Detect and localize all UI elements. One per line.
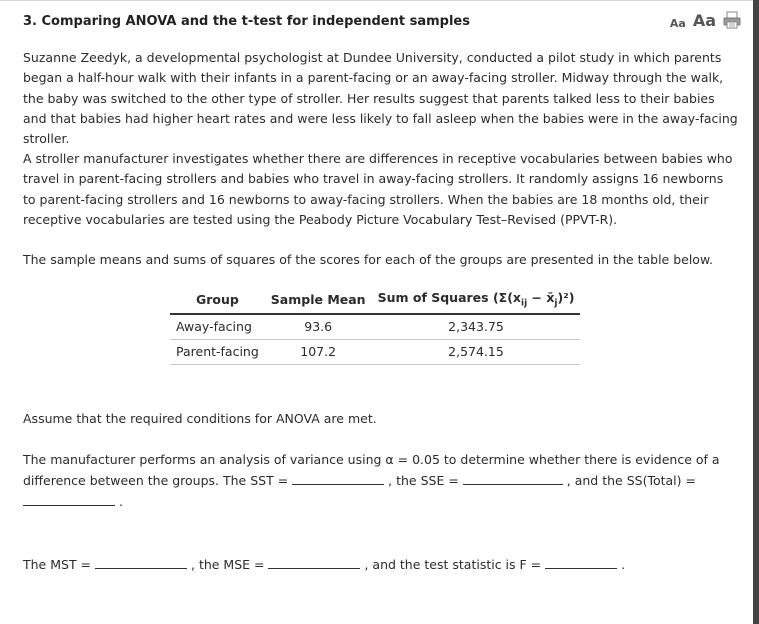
print-icon[interactable] (723, 11, 741, 29)
table-row (170, 314, 580, 340)
decrease-font-button[interactable]: Aa (669, 17, 686, 30)
mean-cell: 107.2 (265, 339, 372, 364)
question-line-4 (23, 554, 625, 575)
period: . (118, 494, 123, 509)
ss-total-label: , and the SS(Total) = (566, 473, 696, 488)
question-line-2 (23, 470, 696, 491)
table-row (170, 339, 580, 364)
f-stat-label: , and the test statistic is F = (364, 557, 542, 572)
header-divider (0, 0, 753, 1)
study-paragraph: A stroller manufacturer investigates whether there are differences in receptive vocabularies between babies who travel in parent-facing strollers and babies who travel in away-facing strollers. It randomly assigns 16 newborns to parent-facing strollers and 16 newborns to away-facing strollers. When the babies are 18 months old, their receptive vocabularies are tested using the Peabody Picture Vocabulary Test–Revised (PPVT-R). (23, 151, 733, 227)
ss-total-answer-blank[interactable] (23, 491, 115, 506)
ss-cell: 2,574.15 (372, 339, 581, 364)
group-cell: Away-facing (170, 314, 265, 340)
question-line-1: The manufacturer performs an analysis of variance using α = 0.05 to determine whether there is evidence of a (23, 452, 720, 467)
mean-cell: 93.6 (265, 314, 372, 340)
sst-answer-blank[interactable] (292, 470, 384, 485)
sse-label: , the SSE = (388, 473, 459, 488)
question-line-3 (23, 491, 123, 512)
group-cell: Parent-facing (170, 339, 265, 364)
mst-answer-blank[interactable] (95, 554, 187, 569)
mst-label: The MST = (23, 557, 92, 572)
period: . (621, 557, 626, 572)
ss-cell: 2,343.75 (372, 314, 581, 340)
table-intro-paragraph: The sample means and sums of squares of the scores for each of the groups are presented in the table below. (23, 252, 714, 267)
assumption-paragraph: Assume that the required conditions for ANOVA are met. (23, 411, 377, 426)
scrollbar[interactable] (753, 0, 759, 624)
data-table (170, 290, 580, 365)
header-sample-mean: Sample Mean (265, 290, 372, 314)
sst-label: difference between the groups. The SST = (23, 473, 289, 488)
header-group: Group (170, 290, 265, 314)
table-header-row (170, 290, 580, 314)
mse-answer-blank[interactable] (268, 554, 360, 569)
f-stat-answer-blank[interactable] (545, 554, 617, 569)
page-title: 3. Comparing ANOVA and the t-test for independent samples (23, 14, 470, 29)
toolbar (670, 11, 741, 29)
sse-answer-blank[interactable] (463, 470, 563, 485)
intro-paragraph: Suzanne Zeedyk, a developmental psychologist at Dundee University, conducted a pilot study in which parents began a half-hour walk with their infants in a parent-facing or an away-facing stroller. Midway through the walk, the baby was switched to the other type of stroller. Her results suggest that parents talked less to their babies and that babies had higher heart rates and were less likely to fall asleep when the babies were in the away-facing stroller. (23, 50, 738, 147)
increase-font-button[interactable]: Aa (692, 11, 716, 30)
header-sum-of-squares: Sum of Squares ($\Sigma(x_{ij}$ − $x̄_j)^2$) (372, 290, 581, 314)
mse-label: , the MSE = (191, 557, 265, 572)
